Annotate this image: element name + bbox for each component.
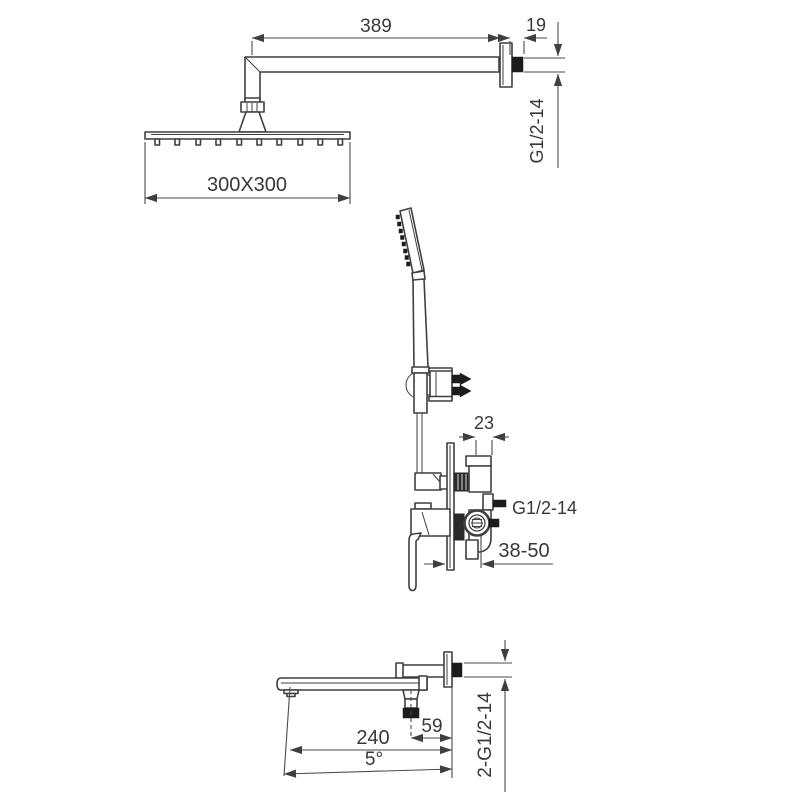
valve-threaded-port: [465, 511, 500, 536]
hand-shower-hose: [417, 413, 422, 474]
dim-valve-depth-label: 23: [473, 413, 495, 433]
dim-arm-length-label: 389: [360, 16, 392, 37]
spout-thread-connector: [452, 663, 462, 677]
shower-arm: [245, 57, 499, 103]
valve-wall-plate: [447, 443, 454, 570]
dim-arm-thread-length-label: 19: [525, 15, 547, 35]
mixer-valve: [409, 443, 506, 591]
dim-arm-thread-spec: [524, 22, 565, 168]
bracket-screw-top: [452, 373, 471, 385]
spout-front-outlet: [284, 690, 298, 697]
overhead-shower-head: [145, 132, 350, 145]
dim-spout-length-label: 240: [356, 727, 390, 749]
bath-spout: [277, 652, 462, 718]
hand-shower-wall-bracket: [429, 368, 471, 401]
dim-spout-angle-label: 5°: [364, 749, 384, 770]
dim-spout-thread-spec: [464, 640, 512, 792]
dim-spout-outlet-offset: [411, 716, 452, 738]
dim-arm-length: [252, 16, 500, 55]
dim-head-size-label: 300X300: [206, 174, 288, 196]
hand-shower: [396, 208, 471, 474]
dim-valve-depth: [459, 413, 509, 455]
shower-head-nozzles: [155, 139, 343, 145]
valve-lever-handle: [409, 533, 421, 591]
shower-head-connector-nut: [239, 98, 266, 132]
dim-head-size: [145, 142, 350, 204]
hose-elbow-connector: [415, 473, 448, 490]
spout-body: [277, 678, 427, 690]
shower-arm-wall-flange: [500, 43, 523, 87]
valve-trim-and-lever: [409, 503, 450, 591]
arm-thread-connector: [512, 57, 523, 72]
dim-arm-thread-spec-label: G1/2-14: [527, 98, 547, 164]
handle-collar: [412, 367, 429, 373]
spout-wall-flange: [444, 652, 462, 687]
valve-side-thread-stub: [493, 500, 506, 507]
dim-spout-angle: [284, 749, 452, 774]
dim-spout-thread-spec-label: 2-G1/2-14: [475, 692, 496, 778]
bracket-screw-bottom: [452, 385, 471, 397]
hand-shower-handle: [413, 279, 428, 368]
dim-spout-outlet-offset-label: 59: [421, 716, 443, 737]
dim-valve-install-range-label: 38-50: [498, 540, 550, 562]
valve-thread-spec-label: G1/2-14: [512, 498, 578, 518]
